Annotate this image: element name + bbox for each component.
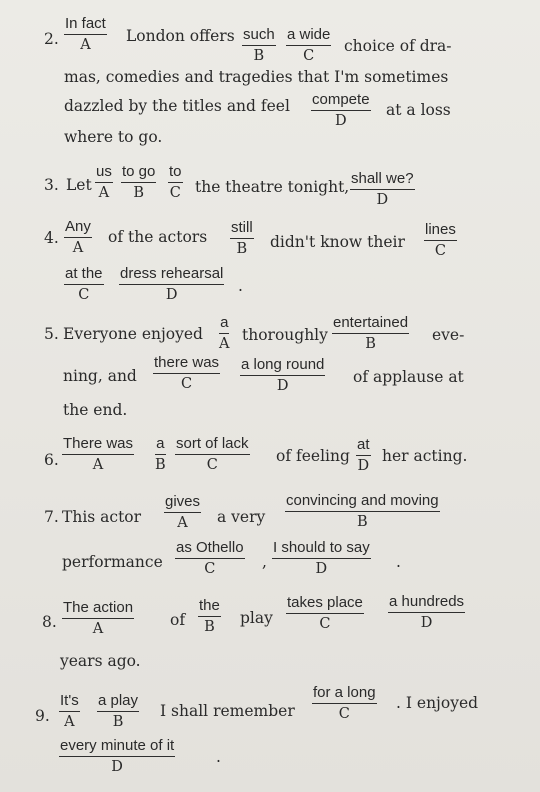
sentence-end: .	[238, 277, 243, 295]
option-a[interactable]: It's A	[60, 692, 79, 730]
question-number: 8.	[42, 613, 57, 631]
option-b[interactable]: a play B	[98, 692, 139, 730]
option-d[interactable]: a hundreds D	[389, 593, 465, 631]
option-d[interactable]: dress rehearsal D	[120, 265, 224, 303]
option-a[interactable]: In fact A	[65, 15, 106, 53]
sentence-text: the end.	[63, 401, 128, 419]
question-number: 9.	[35, 707, 50, 725]
option-d[interactable]: I should to say D	[273, 539, 370, 577]
option-b[interactable]: entertained B	[333, 314, 409, 352]
option-a[interactable]: There was A	[63, 435, 134, 473]
option-b[interactable]: to go B	[122, 163, 156, 201]
sentence-text: of applause at	[353, 368, 464, 386]
option-c[interactable]: to C	[169, 163, 182, 201]
option-b[interactable]: such B	[243, 26, 275, 64]
question-number: 2.	[44, 30, 59, 48]
question-number: 7.	[44, 508, 59, 526]
question-number: 5.	[44, 325, 59, 343]
sentence-text: performance	[62, 553, 163, 571]
option-b[interactable]: a B	[155, 435, 166, 473]
option-d[interactable]: at D	[357, 436, 370, 474]
sentence-text: her acting.	[382, 447, 468, 465]
option-a[interactable]: Any A	[65, 218, 91, 256]
sentence-text: mas, comedies and tragedies that I'm sometimes	[64, 68, 449, 86]
sentence-text: This actor	[62, 508, 142, 526]
sentence-text: of the actors	[108, 228, 208, 246]
sentence-text: thoroughly	[242, 326, 328, 344]
sentence-text: a very	[217, 508, 266, 526]
sentence-end: .	[216, 748, 221, 766]
option-d[interactable]: every minute of it D	[60, 737, 175, 775]
option-c[interactable]: for a long C	[313, 684, 376, 722]
sentence-text: I shall remember	[160, 702, 295, 720]
option-c[interactable]: sort of lack C	[176, 435, 249, 473]
option-a[interactable]: gives A	[165, 493, 201, 531]
sentence-text: didn't know their	[270, 233, 405, 251]
question-number: 3.	[44, 176, 59, 194]
option-a[interactable]: us A	[96, 163, 112, 201]
sentence-text: London offers	[126, 27, 235, 45]
sentence-text: play	[240, 609, 273, 627]
option-d[interactable]: shall we? D	[351, 170, 414, 208]
option-c[interactable]: as Othello C	[176, 539, 244, 577]
sentence-text: at a loss	[386, 101, 451, 119]
sentence-comma: ,	[262, 553, 267, 571]
sentence-text: choice of dra-	[344, 37, 452, 55]
option-c[interactable]: there was C	[154, 354, 220, 392]
sentence-text: where to go.	[64, 128, 163, 146]
option-c[interactable]: takes place C	[287, 594, 363, 632]
option-b[interactable]: still B	[231, 219, 253, 257]
sentence-text: Let	[66, 176, 92, 194]
option-d[interactable]: compete D	[312, 91, 370, 129]
question-number: 6.	[44, 451, 59, 469]
option-c-part1[interactable]: lines C	[425, 221, 456, 259]
option-c-part2[interactable]: at the C	[65, 265, 103, 303]
option-a[interactable]: The action A	[63, 599, 134, 637]
sentence-text: ning, and	[63, 367, 137, 385]
option-d[interactable]: a long round D	[241, 356, 325, 394]
sentence-text: Everyone enjoyed	[63, 325, 203, 343]
sentence-text: of	[170, 611, 186, 629]
sentence-end: .	[396, 553, 401, 571]
sentence-text: of feeling	[276, 447, 350, 465]
sentence-text: the theatre tonight,	[195, 178, 350, 196]
sentence-text: . I enjoyed	[396, 694, 479, 712]
option-a[interactable]: a A	[219, 314, 230, 352]
option-b[interactable]: convincing and moving B	[286, 492, 439, 530]
sentence-text: eve-	[432, 326, 465, 344]
question-number: 4.	[44, 229, 59, 247]
sentence-text: dazzled by the titles and feel	[64, 97, 290, 115]
option-b[interactable]: the B	[199, 597, 220, 635]
option-c[interactable]: a wide C	[287, 26, 331, 64]
sentence-text: years ago.	[60, 652, 141, 670]
